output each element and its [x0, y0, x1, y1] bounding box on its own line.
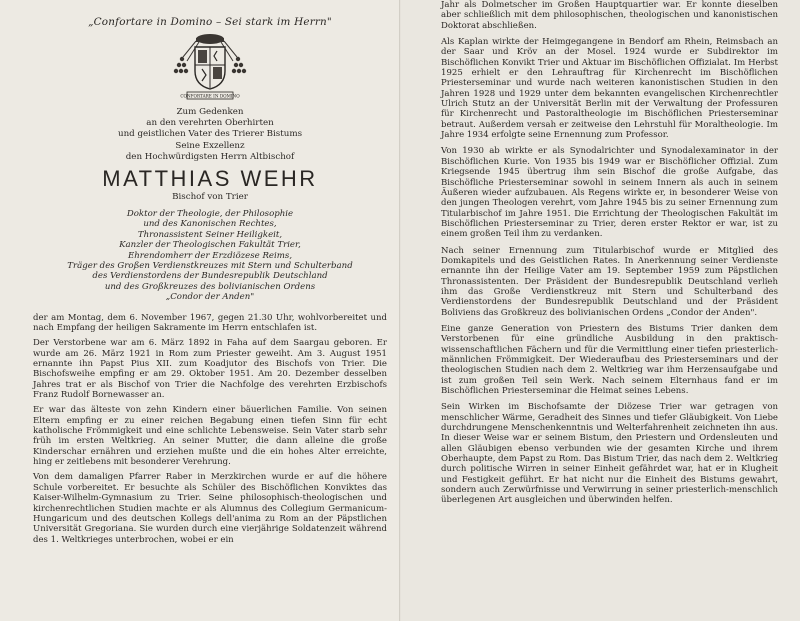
coat-of-arms-icon: [165, 31, 255, 103]
intro-line: und geistlichen Vater des Trierer Bistums: [117, 129, 303, 140]
body-paragraph: Von 1930 ab wirkte er als Synodalrichter und Synodalexaminator in der Bischöflichen Kurie. Von 1935 bis 1949 war er Bischöflicher Offizial. Zum Kriegsende 1945 übertrug ihm sein Bischof die große Aufgabe, das Bischöfliche Priesterseminar sowohl in seinem Innern als auch in seinem Äußeren wieder aufzubauen. Als Regens wirkte er, in besonderer Weise von den jungen Theologen verehrt, vom Jahre 1945 bis zu seiner Ernennung zum Titularbischof im Jahre 1951. Die Errichtung der Theologischen Fakultät im Bischöflichen Priesterseminar zu Trier, deren erster Rektor er war, ist zu einem großen Teil ihm zu verdanken.: [441, 146, 778, 240]
honor-line: Träger des Großen Verdienstkreuzes mit Stern und Schulterband: [67, 261, 353, 272]
intro-line: Seine Exzellenz: [175, 140, 245, 151]
intro-block: [33, 107, 387, 163]
body-paragraph: Jahr als Dolmetscher im Großen Hauptquartier war. Er konnte dieselben aber schließlich mit dem philosophischen, theologischen und kanonistischen Doktorat abschließen.: [441, 0, 778, 31]
body-paragraph: Eine ganze Generation von Priestern des Bistums Trier danken dem Verstorbenen für eine gründliche Ausbildung in den praktisch-wissenschaftlichen Fächern und für die Vermittlung einer tiefen priesterlich-männlichen Frömmigkeit. Der Wiederaufbau des Priesterseminars und der theologischen Studien nach dem 2. Weltkrieg war ihm Herzensaufgabe und ist zum großen Teil sein Werk. Nach seinem Elternhaus fand er im Bischöflichen Priesterseminar die Heimat seines Lebens.: [441, 323, 778, 397]
intro-line: Zum Gedenken: [176, 107, 244, 117]
honor-line: und des Großkreuzes des bolivianischen Ordens: [104, 281, 316, 292]
honor-line: Doktor der Theologie, der Philosophie: [126, 209, 294, 220]
honor-line: Kanzler der Theologischen Fakultät Trier,: [119, 240, 301, 251]
intro-line: an den verehrten Oberhirten: [146, 118, 274, 129]
honor-line: des Verdienstordens der Bundesrepublik Deutschland: [92, 271, 328, 282]
intro-line: den Hochwürdigsten Herrn Altbischof: [125, 151, 295, 162]
body-paragraph: Der Verstorbene war am 6. März 1892 in Faha auf dem Saargau geboren. Er wurde am 26. März 1921 in Rom zum Priester geweiht. Am 3. August 1951 ernannte ihn Papst Pius XII. zum Koadjutor des Bischofs von Trier. Die Bischofsweihe empfing er am 29. Oktober 1951. Am 20. Dezember desselben Jahres trat er als Bischof von Trier die Nachfolge des verehrten Erzbischofs Franz Rudolf Bornewasser an.: [33, 338, 387, 401]
body-paragraph: Nach seiner Ernennung zum Titularbischof wurde er Mitglied des Domkapitels und des Geistlichen Rates. In Anerkennung seiner Verdienste ernannte ihn der Heilige Vater am 19. September 1959 zum Päpstlichen Thronassistenten. Der Präsident der Bundesrepublik Deutschland verlieh ihm das Große Verdienstkreuz mit Stern und Schulterband des Verdienstordens der Bundesrepublik Deutschland und der Präsident Boliviens das Großkreuz des bolivianischen Ordens „Condor der Anden".: [441, 245, 778, 318]
honor-line: „Condor der Anden": [165, 292, 255, 303]
body-paragraph: Von dem damaligen Pfarrer Raber in Merzkirchen wurde er auf die höhere Schule vorbereitet. Er besuchte als Schüler des Bischöflichen Konviktes das Kaiser-Wilhelm-Gymnasium zu Trier. Seine philosophisch-theologischen und kirchenrechtlichen Studien machte er als Alumnus des Collegium Germanicum-Hungaricum und des deutschen Kollegs dell'anima zu Rom an der Päpstlichen Universität Gregoriana. Sie wurden durch eine vierjährige Soldatenzeit während des 1. Weltkrieges unterbrochen, wobei er ein: [33, 472, 387, 545]
honor-line: Ehrendomherr der Erzdiözese Reims,: [127, 250, 293, 261]
motto: „Confortare in Domino – Sei stark im Herrn": [88, 16, 332, 28]
right-page: [401, 0, 800, 621]
honor-line: Thronassistent Seiner Heiligkeit,: [137, 229, 283, 240]
body-paragraph: Als Kaplan wirkte der Heimgegangene in Bendorf am Rhein, Reimsbach an der Saar und Kröv an der Mosel. 1924 wurde er Subdirektor im Bischöflichen Konvikt Trier und Aktuar im Bischöflichen Offizialat. Im Herbst 1925 erhielt er den Lehrauftrag für Kirchenrecht im Bischöflichen Priesterseminar und wurde nach weiteren kanonistischen Studien in den Jahren 1928 und 1929 unter dem bekannten evangelischen Kirchenrechtler Ulrich Stutz an der Universität Berlin mit der Verwaltung der Professuren für Kirchenrecht und Pastoraltheologie im Bischöflichen Priesterseminar betraut. Außerdem versah er zeitweise den Lehrstuhl für Moraltheologie. Im Jahre 1934 erfolgte seine Ernennung zum Professor.: [441, 37, 778, 141]
body-paragraph: Sein Wirken im Bischofsamte der Diözese Trier war getragen von menschlicher Wärme, Geradheit des Sinnes und tiefer Gläubigkeit. Von Liebe durchdrungene Menschenkenntnis und Welterfahrenheit zeichneten ihn aus. In dieser Weise war er seinem Bistum, den Priestern und Ordensleuten und allen Gläubigen ebenso verbunden wie der gesamten Kirche und ihrem Oberhaupte, dem Papst zu Rom. Das Bistum Trier, das nach dem 2. Weltkrieg durch politische Wirren in seiner Einheit gefährdet war, hat er in Klugheit und Festigkeit geführt. Er hat nicht nur die Einheit des Bistums gewahrt, sondern auch Zerwürfnisse und Verwirrung in seiner priesterlich-menschlich überlegenen Art ausgleichen und überwinden helfen.: [441, 402, 778, 506]
crest-motto-text: CONFORTARE IN DOMINO: [180, 93, 240, 99]
honor-line: und des Kanonischen Rechtes,: [143, 219, 277, 230]
body-paragraph: der am Montag, dem 6. November 1967, gegen 21.30 Uhr, wohlvorbereitet und nach Empfang der heiligen Sakramente im Herrn entschlafen ist.: [33, 312, 387, 334]
deceased-name: MATTHIAS WEHR: [102, 166, 318, 192]
office-title: Bischof von Trier: [172, 192, 248, 203]
honors-block: [33, 209, 387, 303]
body-paragraph: Er war das älteste von zehn Kindern einer bäuerlichen Familie. Von seinen Eltern empfing er zu einer reichen Begabung einen tiefen Sinn für echt katholische Frömmigkeit und eine schlichte Lebensweise. Sein Vater starb sehr früh im ersten Weltkrieg. An seiner Mutter, die dann alleine die große Kinderschar ernähren und erziehen mußte und die ein hohes Alter erreichte, hing er zeitlebens mit besonderer Verehrung.: [33, 405, 387, 468]
